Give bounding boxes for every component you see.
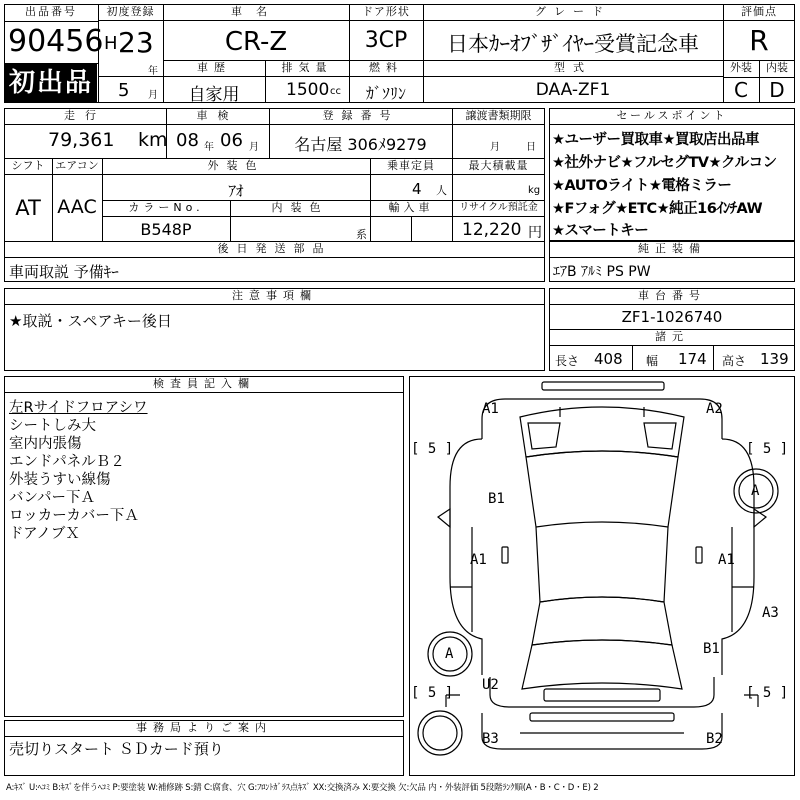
- car-name: CR-Z: [224, 27, 288, 57]
- mileage-label: 走行: [64, 109, 106, 122]
- car-diagram-svg: [410, 377, 794, 775]
- inspector-line: ドアノブＸ: [9, 526, 80, 542]
- ext-color: ｱｵ: [228, 182, 244, 200]
- fuel: ｶﾞｿﾘﾝ: [365, 84, 406, 103]
- damage-mark: A1: [718, 552, 735, 568]
- later-parts: 車両取説 予備ｷｰ: [9, 263, 119, 281]
- office-note: 売切りスタート ＳＤカード預り: [9, 740, 224, 758]
- tyre-mark: [ 5 ]: [746, 685, 789, 701]
- ext-color-label: 外装色: [207, 159, 265, 172]
- inspection-label: 車検: [196, 109, 239, 122]
- damage-mark: A1: [482, 401, 499, 417]
- shift: AT: [15, 196, 41, 220]
- notes-label: 注意事項欄: [232, 289, 317, 302]
- office-label: 事務局よりご案内: [136, 721, 272, 734]
- damage-mark: U2: [482, 677, 499, 693]
- inspector-line: エンドパネルＢ２: [9, 454, 125, 470]
- lot-number: 90456: [8, 24, 104, 59]
- damage-mark: B3: [482, 731, 499, 747]
- grade-label: グレード: [535, 5, 611, 18]
- mileage-unit: km: [138, 129, 168, 151]
- sales-point-line: ★ユーザー買取車★買取店出品車: [552, 132, 759, 148]
- color-no: B548P: [140, 220, 192, 239]
- width-label: 幅: [646, 354, 659, 368]
- damage-mark: A: [445, 646, 454, 662]
- color-no-label: カラーNo.: [128, 201, 204, 214]
- model-label: 型式: [554, 61, 592, 74]
- inspector-line: 室内内張傷: [9, 436, 82, 452]
- first-listing-badge: 初出品: [5, 64, 97, 102]
- shift-label: シフト: [11, 159, 45, 172]
- height-label: 高さ: [722, 354, 747, 368]
- displacement: 1500: [286, 80, 330, 100]
- int-color-unit: 系: [356, 228, 367, 241]
- equipment-label: 純正装備: [638, 242, 706, 255]
- inspector-line: シートしみ大: [9, 418, 96, 434]
- model: DAA-ZF1: [535, 80, 611, 100]
- reg-no-label: 登録番号: [322, 109, 399, 122]
- interior-score: D: [769, 78, 785, 102]
- max-load-label: 最大積載量: [468, 159, 529, 172]
- later-parts-label: 後日発送部品: [217, 242, 332, 255]
- inspection-year: 08: [176, 130, 199, 151]
- history-label: 車歴: [197, 61, 231, 74]
- damage-mark: B2: [706, 731, 723, 747]
- max-load-unit: kg: [528, 185, 541, 196]
- chassis-number: ZF1-1026740: [621, 308, 723, 326]
- tyre-mark: [ 5 ]: [411, 685, 454, 701]
- sales-point-line: ★AUTOライト★電格ミラー: [552, 178, 732, 194]
- damage-mark: A3: [762, 605, 779, 621]
- grade: 日本ｶｰｵﾌﾞｻﾞｲﾔｰ受賞記念車: [447, 32, 699, 56]
- score: R: [749, 24, 769, 57]
- era: H: [104, 33, 118, 54]
- damage-mark: A2: [706, 401, 723, 417]
- damage-mark: B1: [488, 491, 505, 507]
- reg-no: 名古屋 306ﾒ9279: [294, 135, 427, 154]
- year-unit: 年: [148, 66, 158, 77]
- door-label: ドア形状: [362, 5, 410, 18]
- damage-mark: A1: [470, 552, 487, 568]
- month-unit: 月: [148, 90, 158, 101]
- recycle-fee: 12,220: [462, 220, 522, 240]
- capacity: 4: [412, 180, 422, 198]
- length-label: 長さ: [555, 354, 580, 368]
- sales-point-line: ★スマートキー: [552, 223, 649, 239]
- aircon-label: エアコン: [55, 159, 99, 172]
- displacement-unit: cc: [330, 86, 341, 97]
- inspection-month-unit: 月: [249, 142, 259, 153]
- recycle-label: リサイクル預託金: [459, 202, 538, 213]
- recycle-unit: 円: [528, 225, 542, 241]
- inspection-month: 06: [220, 130, 243, 151]
- door-type: 3CP: [364, 28, 408, 53]
- transfer-label: 譲渡書類期限: [465, 109, 532, 122]
- height: 139: [760, 350, 789, 368]
- damage-mark: A: [751, 483, 760, 499]
- damage-mark: B1: [703, 641, 720, 657]
- car-name-label: 車名: [231, 5, 281, 18]
- exterior-score: C: [734, 78, 748, 102]
- tyre-mark: [ 5 ]: [746, 441, 789, 457]
- specs-label: 諸元: [655, 330, 689, 343]
- length: 408: [594, 350, 623, 368]
- equipment: ｴｱB ｱﾙﾐ PS PW: [553, 264, 651, 280]
- transfer-month-unit: 月: [490, 142, 500, 153]
- aircon: AAC: [57, 196, 97, 218]
- inspector-line: バンパー下Ａ: [9, 490, 95, 506]
- sales-point-line: ★社外ナビ★フルセグTV★クルコン: [552, 155, 777, 171]
- inspector-line: ロッカーカバー下Ａ: [9, 508, 139, 524]
- displacement-label: 排気量: [281, 61, 333, 74]
- first-reg-year: 23: [118, 26, 154, 59]
- inspector-label: 検査員記入欄: [153, 377, 255, 390]
- capacity-label: 乗車定員: [387, 159, 435, 172]
- damage-diagram: [409, 376, 795, 776]
- lot-number-label: 出品番号: [25, 5, 77, 18]
- capacity-unit: 人: [436, 184, 447, 197]
- inspector-line: 外装うすい線傷: [9, 472, 111, 488]
- exterior-label: 外装: [730, 61, 752, 74]
- legend: A:ｷｽﾞ U:ﾍｺﾐ B:ｷｽﾞを伴うﾍｺﾐ P:要塗装 W:補修跡 S:錆 C:腐食、穴 G:ﾌﾛﾝﾄｶﾞﾗｽ点ｷｽﾞ XX:交換済み X:要交換 欠:欠品 内・外装評価 5段階ﾗﾝｸ順(A・B・C・D・E) 2: [6, 783, 599, 793]
- first-reg-month: 5: [118, 80, 130, 101]
- first-reg-label: 初度登録: [106, 5, 155, 18]
- inspector-line: 左Rサイドフロアシワ: [9, 400, 148, 416]
- notes: ★取説・スペアキー後日: [9, 312, 172, 330]
- mileage: 79,361: [48, 129, 115, 151]
- sales-point-line: ★Fフォグ★ETC★純正16ｲﾝﾁAW: [552, 201, 763, 217]
- int-color-label: 内装色: [271, 201, 329, 214]
- inspection-year-unit: 年: [204, 142, 214, 153]
- interior-label: 内装: [766, 61, 788, 74]
- transfer-day-unit: 日: [526, 142, 536, 153]
- import-label: 輸入車: [388, 201, 434, 214]
- score-label: 評価点: [741, 5, 777, 18]
- history: 自家用: [188, 85, 240, 105]
- sales-points-label: セールスポイント: [616, 109, 728, 122]
- width: 174: [678, 350, 707, 368]
- chassis-label: 車台番号: [638, 289, 706, 302]
- tyre-mark: [ 5 ]: [411, 441, 454, 457]
- fuel-label: 燃料: [369, 61, 403, 74]
